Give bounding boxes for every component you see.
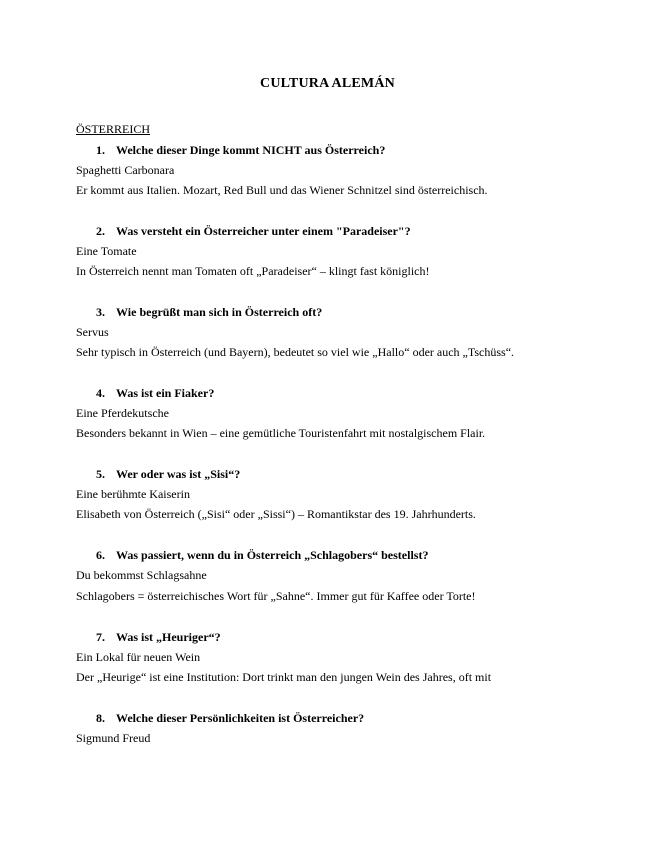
explanation-4: Besonders bekannt in Wien – eine gemütliche Touristenfahrt mit nostalgischem Flair. — [76, 426, 486, 440]
question-number: 4. — [96, 386, 105, 400]
answer-5: Eine berühmte Kaiserin — [76, 487, 190, 501]
question-4 — [96, 386, 214, 401]
question-6 — [96, 548, 428, 563]
question-7 — [96, 630, 221, 645]
question-text: Welche dieser Persönlichkeiten ist Österreicher? — [116, 711, 365, 725]
question-text: Wer oder was ist „Sisi“? — [116, 467, 241, 481]
question-number: 7. — [96, 630, 105, 644]
explanation-6: Schlagobers = österreichisches Wort für „Sahne“. Immer gut für Kaffee oder Torte! — [76, 589, 476, 603]
question-text: Was versteht ein Österreicher unter einem "Paradeiser"? — [116, 224, 411, 238]
question-text: Was passiert, wenn du in Österreich „Schlagobers“ bestellst? — [116, 548, 429, 562]
document-title: CULTURA ALEMÁN — [260, 76, 395, 91]
answer-3: Servus — [76, 325, 109, 339]
question-1 — [96, 143, 385, 158]
question-number: 8. — [96, 711, 105, 725]
explanation-7: Der „Heurige“ ist eine Institution: Dort trinkt man den jungen Wein des Jahres, oft mit — [76, 670, 492, 684]
question-number: 3. — [96, 305, 105, 319]
question-5 — [96, 467, 240, 482]
question-text: Was ist ein Fiaker? — [116, 386, 215, 400]
explanation-5: Elisabeth von Österreich („Sisi“ oder „Sissi“) – Romantikstar des 19. Jahrhunderts. — [76, 507, 476, 521]
section-heading: ÖSTERREICH — [76, 122, 151, 136]
explanation-2: In Österreich nennt man Tomaten oft „Paradeiser“ – klingt fast königlich! — [76, 264, 430, 278]
question-number: 2. — [96, 224, 105, 238]
answer-6: Du bekommst Schlagsahne — [76, 568, 207, 582]
question-2 — [96, 224, 411, 239]
question-text: Welche dieser Dinge kommt NICHT aus Österreich? — [116, 143, 386, 157]
question-text: Wie begrüßt man sich in Österreich oft? — [116, 305, 323, 319]
question-3 — [96, 305, 322, 320]
explanation-3: Sehr typisch in Österreich (und Bayern), bedeutet so viel wie „Hallo“ oder auch „Tschüss“. — [76, 345, 515, 359]
question-number: 6. — [96, 548, 105, 562]
explanation-1: Er kommt aus Italien. Mozart, Red Bull und das Wiener Schnitzel sind österreichisch. — [76, 183, 488, 197]
question-8 — [96, 711, 364, 726]
answer-7: Ein Lokal für neuen Wein — [76, 650, 201, 664]
answer-2: Eine Tomate — [76, 244, 137, 258]
question-text: Was ist „Heuriger“? — [116, 630, 221, 644]
answer-4: Eine Pferdekutsche — [76, 406, 169, 420]
answer-8: Sigmund Freud — [76, 731, 151, 745]
question-number: 5. — [96, 467, 105, 481]
question-number: 1. — [96, 143, 105, 157]
answer-1: Spaghetti Carbonara — [76, 163, 175, 177]
